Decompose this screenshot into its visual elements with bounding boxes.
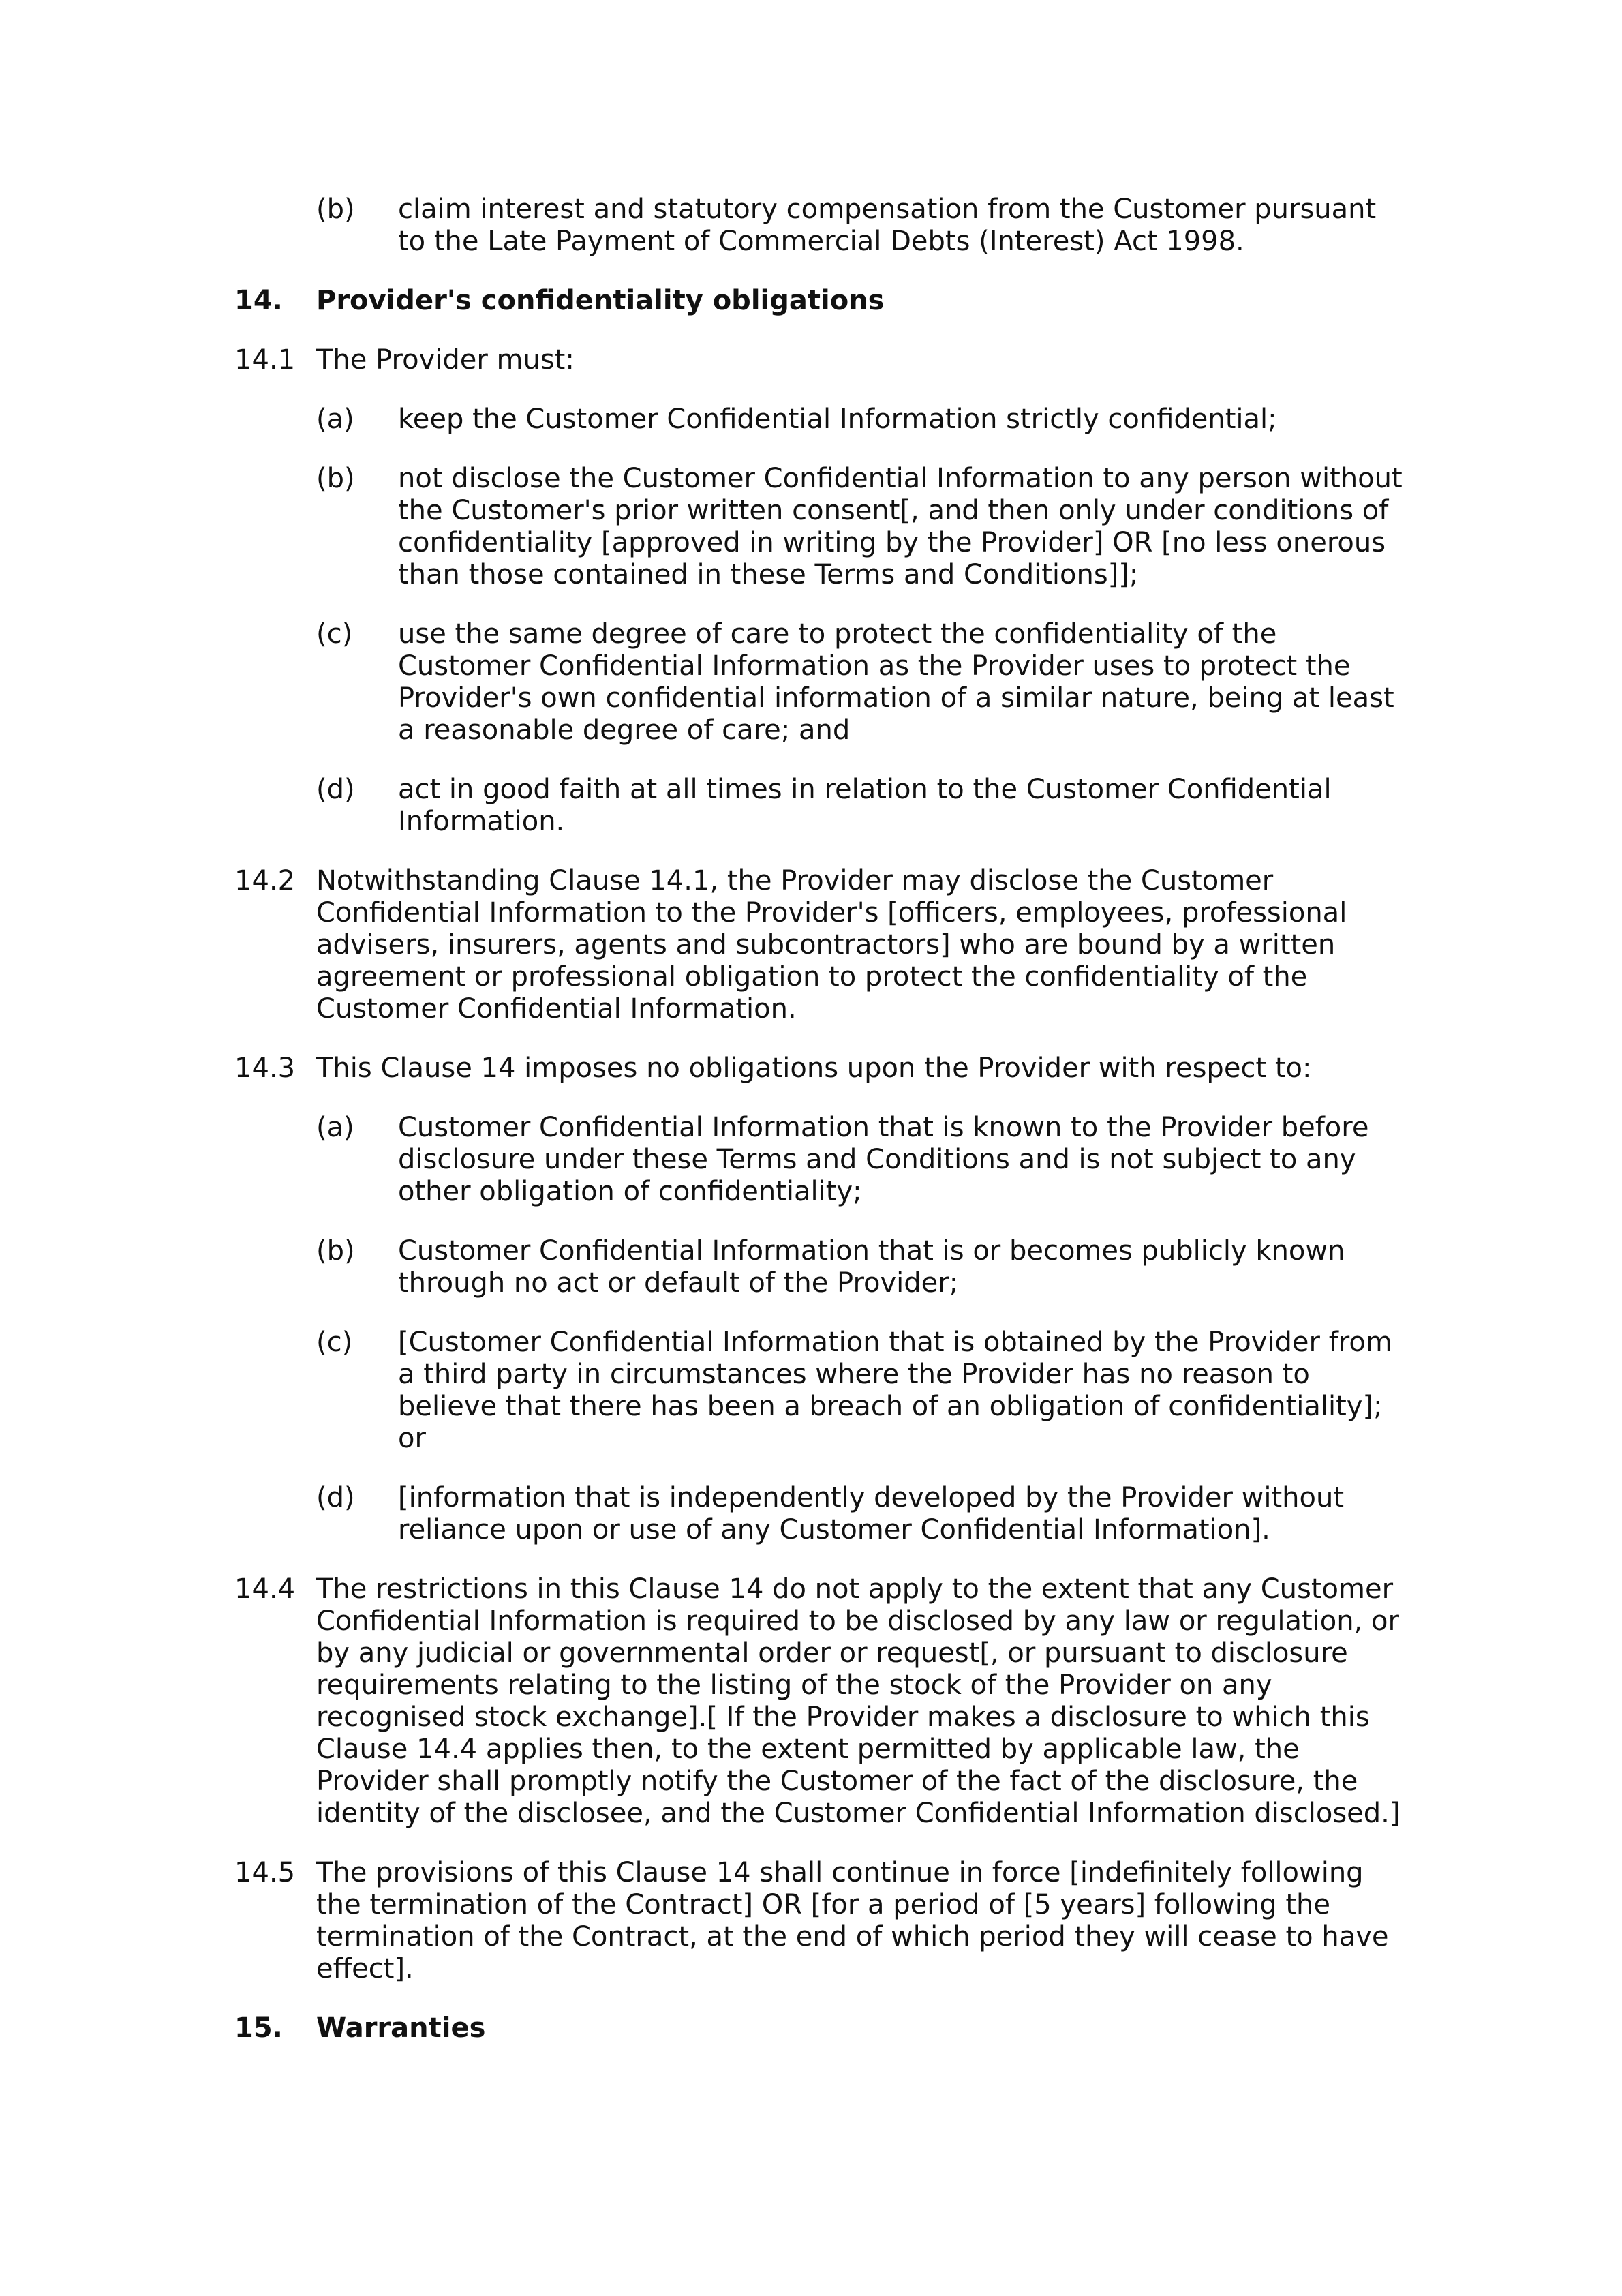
subclause-14-3-b: [234, 1235, 1407, 1299]
subclause-text: Customer Confidential Information that is known to the Provider before disclosure under these Terms and Conditions and is not subject to any other obligation of confidentiality;: [398, 1112, 1369, 1207]
subclause-number: (c): [316, 618, 353, 650]
document-body: [234, 194, 1407, 2072]
subclause-14-1-b: [234, 463, 1407, 591]
subclause-number: (d): [316, 1482, 355, 1513]
subclause-text: [Customer Confidential Information that is obtained by the Provider from a third party in circumstances where the Provider has no reason to believe that there has been a breach of an obligation of confidentiality]; or: [398, 1327, 1392, 1454]
clause-number: 15.: [234, 2012, 283, 2044]
subclause-number: (b): [316, 194, 355, 225]
clause-14-3: [234, 1053, 1407, 1085]
subclause-text: use the same degree of care to protect the confidentiality of the Customer Confidential Information as the Provider uses to protect the Provider's own confidential information of a similar nature, being at least a reasonable degree of care; and: [398, 618, 1394, 746]
clause-heading-14: [234, 285, 1407, 317]
clause-number: 14.3: [234, 1053, 296, 1084]
clause-text: The provisions of this Clause 14 shall continue in force [indefinitely following the termination of the Contract] OR [for a period of [5 years] following the termination of the Contract, at the end of which period they will cease to have effect].: [316, 1857, 1389, 1984]
clause-number: 14.1: [234, 344, 296, 376]
subclause-14-3-a: [234, 1112, 1407, 1208]
subclause-number: (d): [316, 774, 355, 805]
subclause-14-3-c: [234, 1327, 1407, 1455]
clause-heading-15: [234, 2012, 1407, 2044]
subclause-text: not disclose the Customer Confidential Information to any person without the Customer's prior written consent[, and then only under conditions of confidentiality [approved in writing by the Provider] OR [no less onerous than those contained in these Terms and Conditions]];: [398, 463, 1403, 590]
clause-number: 14.5: [234, 1857, 296, 1888]
subclause-number: (a): [316, 1112, 354, 1143]
clause-text: Notwithstanding Clause 14.1, the Provider may disclose the Customer Confidential Information to the Provider's [officers, employees, professional advisers, insurers, agents and subcontractors] who are bound by a written agreement or professional obligation to protect the confidentiality of the Customer Confidential Information.: [316, 865, 1347, 1025]
subclause-text: claim interest and statutory compensation from the Customer pursuant to the Late Payment of Commercial Debts (Interest) Act 1998.: [398, 194, 1377, 257]
clause-title: Provider's confidentiality obligations: [316, 285, 885, 316]
clause-number: 14.4: [234, 1573, 296, 1605]
subclause-13-b: [234, 194, 1407, 258]
clause-number: 14.: [234, 285, 283, 316]
clause-text: The Provider must:: [316, 344, 575, 376]
clause-14-5: [234, 1857, 1407, 1985]
clause-14-2: [234, 865, 1407, 1025]
subclause-number: (b): [316, 463, 355, 494]
subclause-number: (c): [316, 1327, 353, 1358]
subclause-number: (b): [316, 1235, 355, 1267]
subclause-text: keep the Customer Confidential Information strictly confidential;: [398, 404, 1277, 435]
clause-title: Warranties: [316, 2012, 486, 2044]
clause-14-4: [234, 1573, 1407, 1830]
clause-text: The restrictions in this Clause 14 do not apply to the extent that any Customer Confidential Information is required to be disclosed by any law or regulation, or by any judicial or governmental order or request[, or pursuant to disclosure requirements relating to the listing of the stock of the Provider on any recognised stock exchange].[ If the Provider makes a disclosure to which this Clause 14.4 applies then, to the extent permitted by applicable law, the Provider shall promptly notify the Customer of the fact of the disclosure, the identity of the disclosee, and the Customer Confidential Information disclosed.]: [316, 1573, 1401, 1829]
subclause-14-1-c: [234, 618, 1407, 746]
subclause-number: (a): [316, 404, 354, 435]
clause-number: 14.2: [234, 865, 296, 896]
subclause-text: act in good faith at all times in relation to the Customer Confidential Information.: [398, 774, 1332, 837]
subclause-text: [information that is independently developed by the Provider without reliance upon or use of any Customer Confidential Information].: [398, 1482, 1345, 1545]
subclause-text: Customer Confidential Information that is or becomes publicly known through no act or default of the Provider;: [398, 1235, 1345, 1299]
clause-14-1: [234, 344, 1407, 376]
subclause-14-1-a: [234, 404, 1407, 436]
clause-text: This Clause 14 imposes no obligations upon the Provider with respect to:: [316, 1053, 1312, 1084]
subclause-14-1-d: [234, 774, 1407, 838]
subclause-14-3-d: [234, 1482, 1407, 1546]
